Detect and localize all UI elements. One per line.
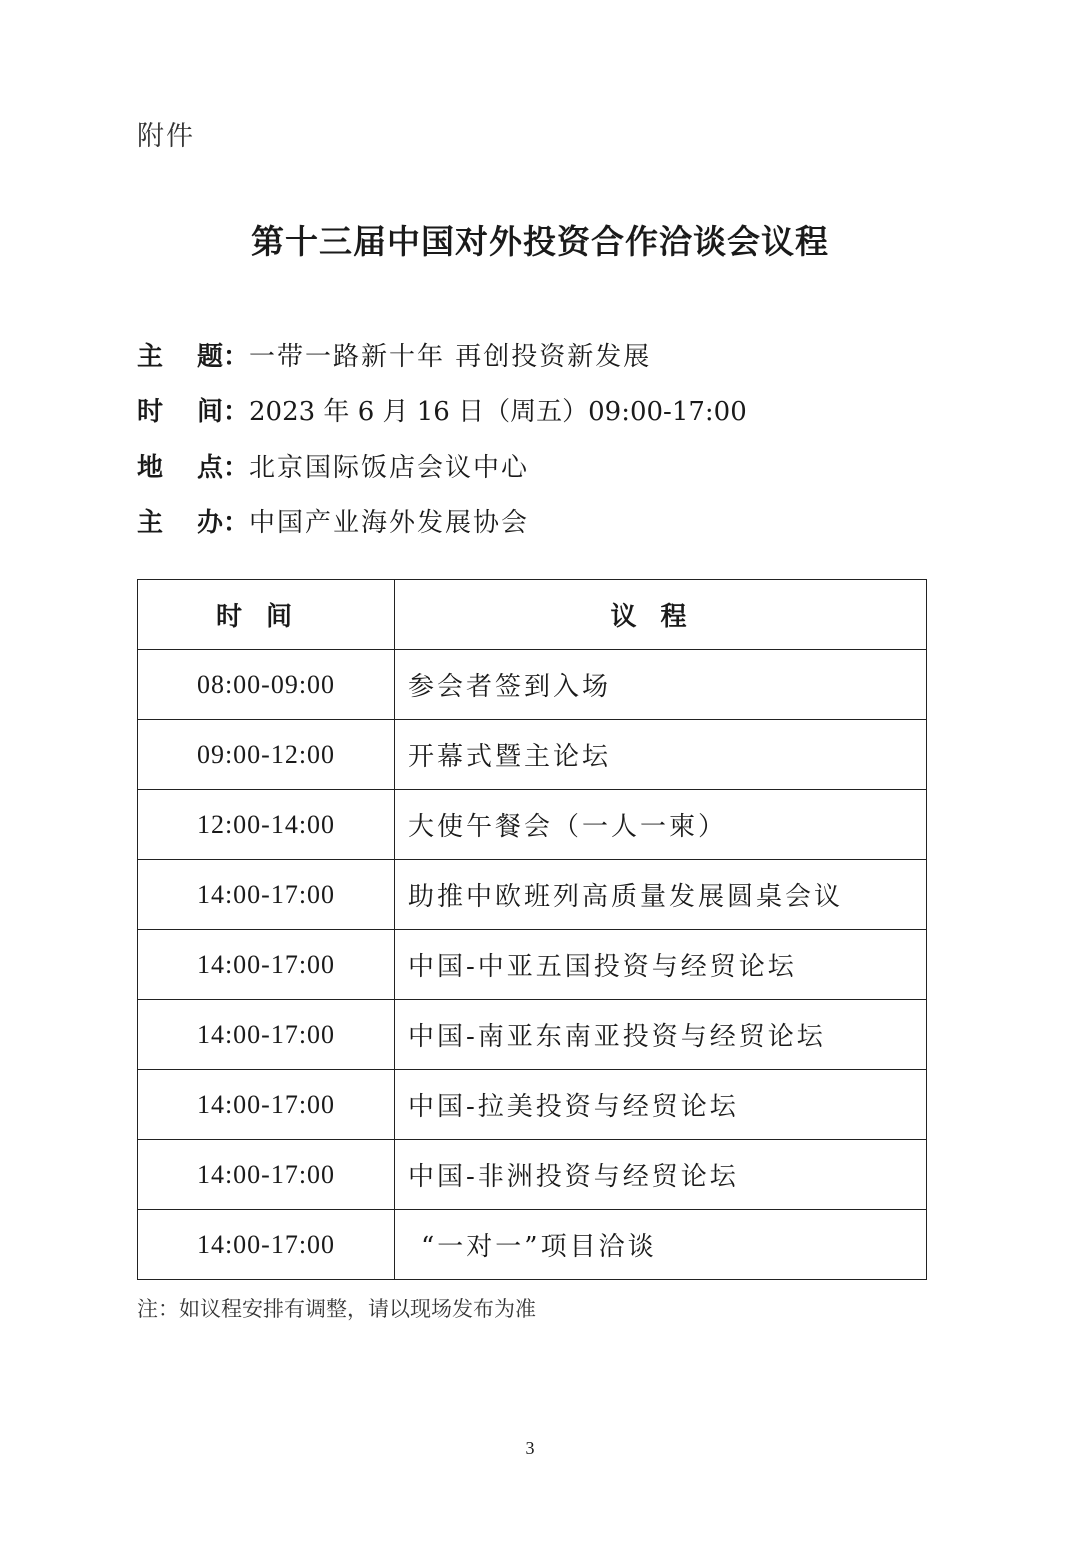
row-time: 14:00-17:00 xyxy=(138,1210,395,1280)
info-colon: ： xyxy=(223,397,250,427)
row-agenda-item: 中国-拉美投资与经贸论坛 xyxy=(395,1070,927,1140)
info-value-theme: 一带一路新十年 再创投资新发展 xyxy=(249,342,652,372)
agenda-table xyxy=(137,579,927,1280)
table-row xyxy=(138,1000,927,1070)
info-row-time xyxy=(137,391,747,428)
info-label: 主 题 xyxy=(137,342,223,372)
row-time: 12:00-14:00 xyxy=(138,790,395,860)
info-colon: ： xyxy=(223,508,250,538)
info-label: 主 办 xyxy=(137,508,223,538)
info-label: 地 点 xyxy=(137,453,223,483)
attachment-label: 附件 xyxy=(137,121,195,152)
row-agenda-item: 中国-南亚东南亚投资与经贸论坛 xyxy=(395,1000,927,1070)
table-row xyxy=(138,650,927,720)
footnote: 注：如议程安排有调整，请以现场发布为准 xyxy=(137,1297,536,1321)
table-row xyxy=(138,860,927,930)
table-row xyxy=(138,1210,927,1280)
header-time: 时间 xyxy=(138,580,395,650)
row-time: 14:00-17:00 xyxy=(138,1000,395,1070)
row-time: 14:00-17:00 xyxy=(138,930,395,1000)
row-time: 14:00-17:00 xyxy=(138,1140,395,1210)
table-row xyxy=(138,1140,927,1210)
page-number: 3 xyxy=(525,1438,535,1458)
table-row xyxy=(138,1070,927,1140)
row-agenda-item: 助推中欧班列高质量发展圆桌会议 xyxy=(395,860,927,930)
info-value-time: 2023 年 6 月 16 日（周五）09:00-17:00 xyxy=(249,397,747,427)
header-agenda: 议程 xyxy=(395,580,927,650)
table-row xyxy=(138,720,927,790)
info-row-theme xyxy=(137,336,651,373)
info-row-location xyxy=(137,447,529,484)
info-label: 时 间 xyxy=(137,397,223,427)
row-agenda-item: 开幕式暨主论坛 xyxy=(395,720,927,790)
row-time: 09:00-12:00 xyxy=(138,720,395,790)
row-agenda-item: 参会者签到入场 xyxy=(395,650,927,720)
row-agenda-item: 中国-中亚五国投资与经贸论坛 xyxy=(395,930,927,1000)
info-colon: ： xyxy=(223,453,250,483)
row-agenda-item: 大使午餐会（一人一柬） xyxy=(395,790,927,860)
document-title: 第十三届中国对外投资合作洽谈会议程 xyxy=(251,222,829,261)
row-time: 08:00-09:00 xyxy=(138,650,395,720)
table-row xyxy=(138,930,927,1000)
row-time: 14:00-17:00 xyxy=(138,860,395,930)
row-agenda-item: “一对一”项目洽谈 xyxy=(395,1210,927,1280)
info-value-location: 北京国际饭店会议中心 xyxy=(249,453,530,483)
info-row-host xyxy=(137,502,529,539)
table-header-row xyxy=(138,580,927,650)
row-agenda-item: 中国-非洲投资与经贸论坛 xyxy=(395,1140,927,1210)
info-colon: ： xyxy=(223,342,250,372)
table-row xyxy=(138,790,927,860)
row-time: 14:00-17:00 xyxy=(138,1070,395,1140)
info-value-host: 中国产业海外发展协会 xyxy=(249,508,530,538)
